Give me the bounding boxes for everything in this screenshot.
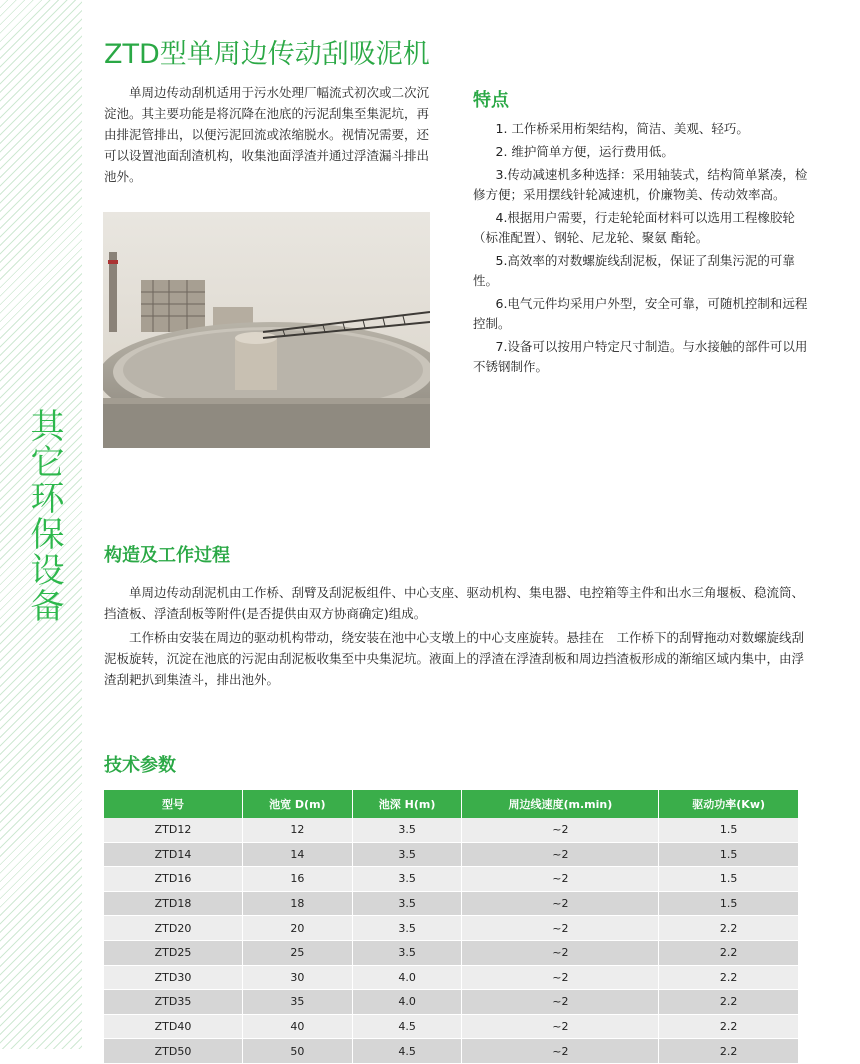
features-list: [473, 119, 813, 380]
table-cell: 1.5: [659, 867, 799, 892]
table-cell: 25: [243, 940, 353, 965]
table-cell: ZTD25: [104, 940, 243, 965]
table-row: [104, 965, 799, 990]
table-cell: ~2: [462, 990, 659, 1015]
table-cell: ~2: [462, 842, 659, 867]
table-row: [104, 990, 799, 1015]
table-cell: 3.5: [352, 891, 462, 916]
table-cell: 14: [243, 842, 353, 867]
params-table: [104, 790, 799, 1064]
structure-paragraph: 工作桥由安装在周边的驱动机构带动，绕安装在池中心支墩上的中心支座旋转。悬挂在 工作桥下的刮臂拖动对数螺旋线刮泥板旋转，沉淀在池底的污泥由刮泥板收集至中央集泥坑。液面上的浮渣在浮渣刮板和周边挡渣板形成的渐缩区域内集中，由浮渣刮耙扒到集渣斗，排出池外。: [104, 630, 805, 687]
table-cell: ZTD30: [104, 965, 243, 990]
table-cell: 12: [243, 818, 353, 842]
table-row: [104, 1039, 799, 1064]
table-cell: 4.5: [352, 1039, 462, 1064]
table-row: [104, 940, 799, 965]
table-cell: ZTD20: [104, 916, 243, 941]
table-cell: 2.2: [659, 940, 799, 965]
table-cell: 2.2: [659, 1039, 799, 1064]
table-cell: 1.5: [659, 842, 799, 867]
table-cell: ZTD18: [104, 891, 243, 916]
table-cell: 30: [243, 965, 353, 990]
table-row: [104, 867, 799, 892]
table-cell: ~2: [462, 1039, 659, 1064]
intro-paragraph: 单周边传动刮机适用于污水处理厂幅流式初次或二次沉淀池。其主要功能是将沉降在池底的污泥刮集至集泥坑，再由排泥管排出，以便污泥回流或浓缩脱水。视情况需要，还可以设置池面刮渣机构，收集池面浮渣并通过浮渣漏斗排出池外。: [104, 85, 430, 184]
table-cell: ~2: [462, 891, 659, 916]
table-cell: ~2: [462, 1014, 659, 1039]
table-row: [104, 1014, 799, 1039]
table-cell: ~2: [462, 940, 659, 965]
table-cell: 3.5: [352, 842, 462, 867]
table-cell: 3.5: [352, 940, 462, 965]
table-cell: ~2: [462, 818, 659, 842]
table-cell: 2.2: [659, 990, 799, 1015]
table-cell: ~2: [462, 965, 659, 990]
params-heading: 技术参数: [104, 755, 176, 776]
table-cell: 35: [243, 990, 353, 1015]
table-cell: ZTD50: [104, 1039, 243, 1064]
table-cell: 40: [243, 1014, 353, 1039]
list-item: 7.设备可以按用户特定尺寸制造。与水接触的部件可以用不锈钢制作。: [473, 339, 808, 374]
page-title: ZTD型单周边传动刮吸泥机: [104, 39, 430, 70]
table-cell: 1.5: [659, 891, 799, 916]
list-item: 4.根据用户需要，行走轮轮面材料可以选用工程橡胶轮（标准配置）、钢轮、尼龙轮、聚氨 酯轮。: [473, 210, 795, 245]
column-header: 周边线速度(m.min): [462, 790, 659, 818]
features-heading: 特点: [473, 90, 509, 111]
table-cell: ZTD12: [104, 818, 243, 842]
table-cell: 4.0: [352, 965, 462, 990]
product-photo: [103, 212, 430, 448]
list-item: 5.高效率的对数螺旋线刮泥板，保证了刮集污泥的可靠性。: [473, 253, 795, 288]
table-row: [104, 891, 799, 916]
table-cell: 3.5: [352, 818, 462, 842]
table-cell: ZTD40: [104, 1014, 243, 1039]
table-cell: 16: [243, 867, 353, 892]
column-header: 型号: [104, 790, 243, 818]
list-item: 2. 维护简单方便，运行费用低。: [495, 144, 674, 159]
table-cell: 20: [243, 916, 353, 941]
table-cell: ZTD14: [104, 842, 243, 867]
structure-paragraph: 单周边传动刮泥机由工作桥、刮臂及刮泥板组件、中心支座、驱动机构、集电器、电控箱等主件和出水三角堰板、稳流筒、挡渣板、浮渣刮板等附件(是否提供由双方协商确定)组成。: [104, 585, 805, 621]
table-cell: 2.2: [659, 916, 799, 941]
table-cell: ~2: [462, 916, 659, 941]
table-cell: 4.5: [352, 1014, 462, 1039]
table-cell: ZTD16: [104, 867, 243, 892]
side-category-title: 其它环保设备: [24, 408, 64, 624]
table-row: [104, 842, 799, 867]
table-cell: 1.5: [659, 818, 799, 842]
table-cell: ~2: [462, 867, 659, 892]
table-row: [104, 818, 799, 842]
list-item: 6.电气元件均采用户外型，安全可靠，可随机控制和远程控制。: [473, 296, 808, 331]
structure-text: [104, 582, 804, 693]
table-cell: 50: [243, 1039, 353, 1064]
list-item: 3.传动减速机多种选择：采用轴装式，结构简单紧凑，检修方便；采用摆线针轮减速机，价廉物美、传动效率高。: [473, 167, 808, 202]
table-cell: 18: [243, 891, 353, 916]
column-header: 池深 H(m): [352, 790, 462, 818]
table-row: [104, 916, 799, 941]
clarifier-photo-illustration: [103, 212, 430, 448]
table-cell: ZTD35: [104, 990, 243, 1015]
column-header: 驱动功率(Kw): [659, 790, 799, 818]
table-cell: 2.2: [659, 1014, 799, 1039]
table-cell: 2.2: [659, 965, 799, 990]
table-header-row: [104, 790, 799, 818]
table-cell: 3.5: [352, 916, 462, 941]
column-header: 池宽 D(m): [243, 790, 353, 818]
list-item: 1. 工作桥采用桁架结构，简洁、美观、轻巧。: [495, 121, 749, 136]
structure-heading: 构造及工作过程: [104, 545, 230, 566]
table-cell: 4.0: [352, 990, 462, 1015]
table-cell: 3.5: [352, 867, 462, 892]
